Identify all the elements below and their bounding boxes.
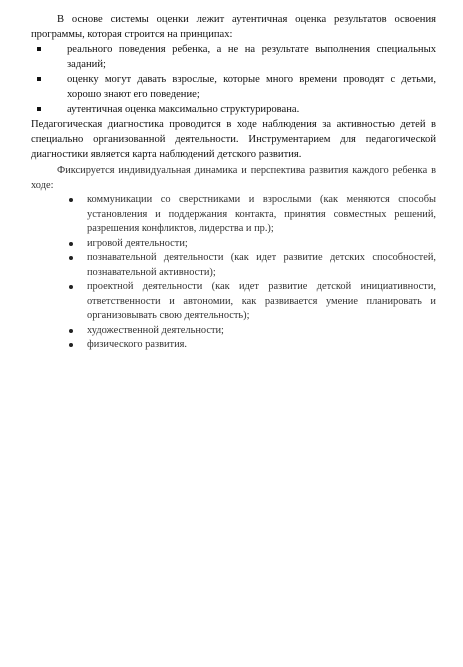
round-bullet-icon: [69, 198, 73, 202]
round-bullet-icon: [69, 285, 73, 289]
list-item: [31, 72, 436, 102]
list-item: [31, 280, 436, 324]
diagnostics-paragraph: Педагогическая диагностика проводится в ходе наблюдения за активностью детей в специально организованной деятельности. Инструментарием для педагогической диагностики является карта наблюдений детского развития.: [31, 119, 436, 160]
list-item: [31, 251, 436, 280]
list-item: [31, 324, 436, 339]
list-item-text: реального поведения ребенка, а не на результате выполнения специальных заданий;: [67, 44, 436, 70]
list-item: [31, 338, 436, 353]
list-item-text: познавательной деятельности (как идет развитие детских способностей, познавательной активности);: [87, 252, 436, 278]
principles-list: [31, 42, 436, 117]
square-bullet-icon: [37, 77, 41, 81]
round-bullet-icon: [69, 242, 73, 246]
list-item-text: оценку могут давать взрослые, которые много времени проводят с детьми, хорошо знают его поведение;: [67, 74, 436, 100]
list-item: [31, 237, 436, 252]
intro-paragraph: В основе системы оценки лежит аутентичная оценка результатов освоения программы, которая строится на принципах:: [31, 14, 436, 40]
list-item-text: физического развития.: [87, 339, 188, 350]
list-item-text: коммуникации со сверстниками и взрослыми (как меняются способы установления и поддержания контакта, принятия совместных решений, разрешения конфликтов, лидерства и пр.);: [87, 194, 436, 234]
list-item: [31, 193, 436, 237]
round-bullet-icon: [69, 343, 73, 347]
square-bullet-icon: [37, 107, 41, 111]
round-bullet-icon: [69, 329, 73, 333]
list-item-text: аутентичная оценка максимально структурирована.: [67, 104, 300, 115]
square-bullet-icon: [37, 47, 41, 51]
list-item-text: игровой деятельности;: [87, 237, 188, 249]
dynamics-paragraph: Фиксируется индивидуальная динамика и перспектива развития каждого ребенка в ходе:: [31, 165, 436, 191]
list-item: [31, 42, 436, 72]
activities-list: [31, 193, 436, 353]
round-bullet-icon: [69, 256, 73, 260]
list-item-text: художественной деятельности;: [87, 324, 224, 336]
document-page: [31, 12, 436, 353]
list-item: [31, 102, 436, 117]
list-item-text: проектной деятельности (как идет развитие детской инициативности, ответственности и автономии, как развивается умение планировать и организовывать свою деятельность);: [87, 281, 436, 321]
